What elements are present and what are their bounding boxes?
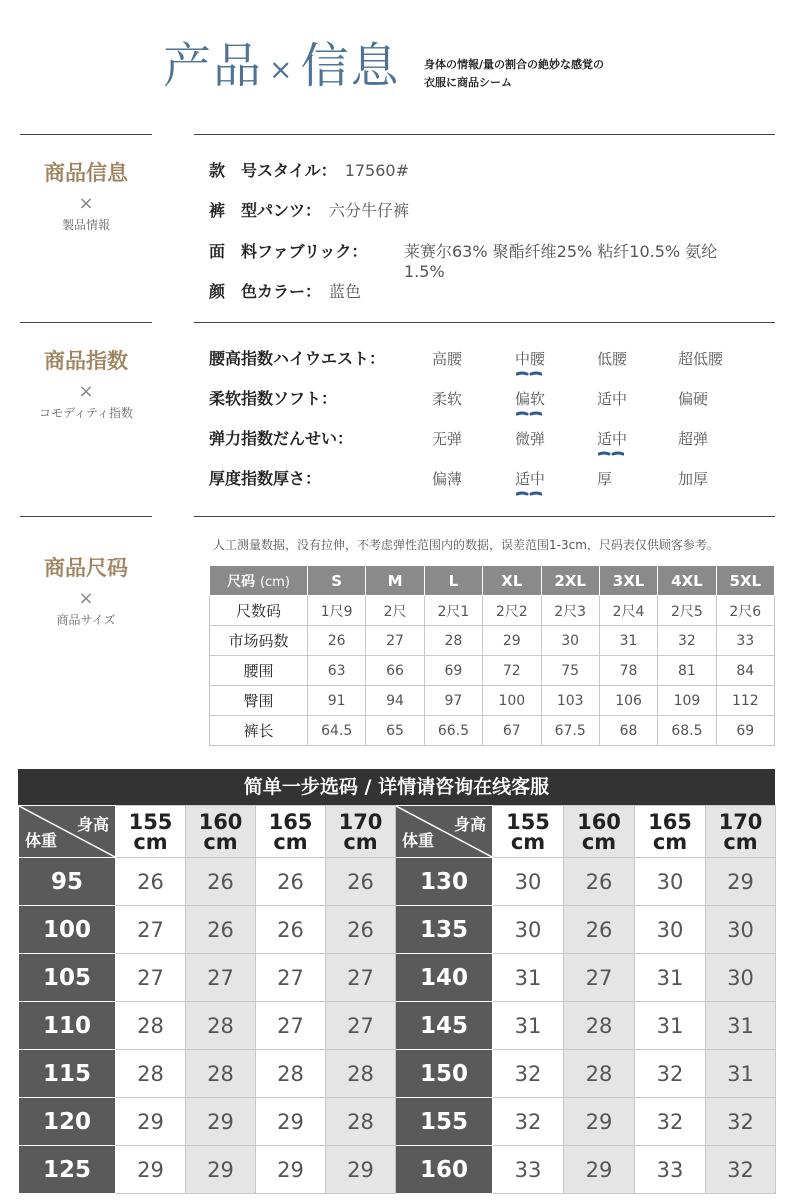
size-cell: 2尺 [366,596,424,626]
index-row [209,388,769,428]
title-cross: × [269,52,295,86]
divider [20,516,152,517]
selected-mark-icon [516,411,542,417]
divider [194,516,775,517]
grid-size-cell: 26 [564,858,635,906]
grid-height-header [116,806,186,858]
grid-size-cell: 29 [706,858,776,906]
corner-height-label: 身高 [76,815,109,834]
size-table-row [210,626,775,656]
height-unit: cm [203,829,238,854]
grid-size-cell: 28 [186,1002,256,1050]
section-cross: × [78,588,94,609]
size-column-header: 5XL [716,566,774,596]
index-option: 超弹 [678,430,709,448]
section-label-index [20,346,152,422]
grid-size-cell: 29 [116,1098,186,1146]
grid-weight-cell: 100 [19,906,116,954]
info-style-row [209,160,409,182]
index-option: 适中 [515,470,546,488]
grid-size-cell: 29 [564,1146,635,1194]
section-label-size [20,553,152,629]
size-cell: 112 [716,686,774,716]
index-option: 无弹 [432,430,463,448]
index-label: 腰高指数ハイウエスト： [209,349,386,368]
section-title: 商品信息 [44,161,128,185]
size-row-label: 裤长 [210,716,308,746]
grid-size-cell: 26 [256,858,326,906]
grid-row [19,1098,776,1146]
size-cell: 68.5 [658,716,716,746]
height-number: 165 [648,809,692,834]
grid-size-cell: 27 [326,1002,396,1050]
grid-body [19,806,776,1194]
info-label: 颜 色カラー： [209,282,322,301]
grid-weight-cell: 130 [396,858,493,906]
grid-size-cell: 32 [635,1050,706,1098]
grid-size-cell: 26 [186,858,256,906]
index-label: 弹力指数だんせい： [209,429,354,448]
grid-height-header [635,806,706,858]
index-option: 低腰 [597,350,628,368]
index-option: 偏软 [515,390,546,408]
height-unit: cm [510,829,546,854]
index-label: 柔软指数ソフト： [209,389,338,408]
grid-size-cell: 30 [706,954,776,1002]
grid-corner-cell [19,806,116,858]
grid-size-cell: 31 [635,1002,706,1050]
size-cell: 67 [483,716,541,746]
grid-height-header [326,806,396,858]
size-cell: 65 [366,716,424,746]
grid-size-cell: 33 [493,1146,564,1194]
size-cell: 109 [658,686,716,716]
height-unit: cm [133,829,168,854]
size-cell: 2尺5 [658,596,716,626]
size-cell: 2尺3 [541,596,599,626]
height-number: 170 [718,809,763,834]
size-table-row [210,656,775,686]
size-cell: 26 [308,626,366,656]
index-option: 厚 [597,470,613,488]
size-cell: 2尺6 [716,596,774,626]
info-color-row [209,281,361,303]
size-column-header: 4XL [658,566,716,596]
grid-size-cell: 26 [116,858,186,906]
size-row-label: 市场码数 [210,626,308,656]
grid-size-cell: 28 [256,1050,326,1098]
size-note: 人工测量数据，没有拉伸，不考虑弹性范围内的数据，误差范围1-3cm，尺码表仅供顾客参考。 [213,538,719,552]
index-option: 柔软 [432,390,463,408]
grid-size-cell: 28 [186,1050,256,1098]
index-label: 厚度指数厚さ： [209,469,322,488]
grid-weight-cell: 115 [19,1050,116,1098]
size-table-row [210,596,775,626]
size-cell: 67.5 [541,716,599,746]
grid-size-cell: 29 [564,1098,635,1146]
subtitle-line-2: 衣服に商品シーム [424,76,512,89]
index-option: 超低腰 [678,350,724,368]
grid-size-cell: 29 [256,1146,326,1194]
grid-size-cell: 27 [256,954,326,1002]
height-number: 170 [338,809,383,834]
selected-mark-icon [598,451,624,457]
size-cell: 29 [483,626,541,656]
index-row [209,468,769,508]
size-column-header: M [366,566,424,596]
grid-size-cell: 31 [493,1002,564,1050]
grid-header-row [19,806,776,858]
size-cell: 94 [366,686,424,716]
grid-height-header [564,806,635,858]
size-row-label: 臀围 [210,686,308,716]
grid-size-cell: 27 [116,906,186,954]
size-cell: 100 [483,686,541,716]
size-column-header: 3XL [599,566,657,596]
grid-size-cell: 27 [186,954,256,1002]
selected-mark-icon [516,371,542,377]
divider [194,322,775,323]
info-label: 裤 型パンツ： [209,201,322,220]
size-cell: 2尺4 [599,596,657,626]
grid-size-cell: 31 [706,1050,776,1098]
title-left: 产品 [163,38,264,94]
grid-size-cell: 30 [706,906,776,954]
grid-weight-cell: 125 [19,1146,116,1194]
index-option: 偏硬 [678,390,709,408]
size-cell: 66.5 [424,716,482,746]
grid-size-cell: 29 [186,1146,256,1194]
grid-size-cell: 32 [635,1098,706,1146]
info-fabric-value: 莱赛尔63% 聚酯纤维25% 粘纤10.5% 氨纶1.5% [404,242,718,281]
size-cell: 31 [599,626,657,656]
info-value: 蓝色 [329,282,362,301]
size-cell: 64.5 [308,716,366,746]
grid-size-cell: 28 [326,1098,396,1146]
grid-row [19,906,776,954]
size-table-row [210,686,775,716]
grid-size-cell: 32 [493,1098,564,1146]
size-cell: 72 [483,656,541,686]
grid-size-cell: 32 [493,1050,564,1098]
size-cell: 32 [658,626,716,656]
grid-height-header [186,806,256,858]
section-title: 商品指数 [44,349,128,373]
grid-row [19,1050,776,1098]
section-label-info [20,158,152,234]
grid-row [19,1146,776,1194]
grid-size-cell: 28 [116,1050,186,1098]
info-value: 17560# [344,161,409,180]
info-label: 面 料ファブリック： [209,242,368,261]
grid-size-cell: 29 [116,1146,186,1194]
grid-size-cell: 27 [564,954,635,1002]
index-option: 适中 [597,390,628,408]
index-option: 微弹 [515,430,546,448]
section-subtitle: 製品情報 [61,218,110,232]
grid-size-cell: 26 [564,906,635,954]
height-number: 165 [268,809,313,834]
grid-weight-cell: 145 [396,1002,493,1050]
grid-height-header [256,806,326,858]
grid-size-cell: 30 [493,858,564,906]
index-option: 偏薄 [432,470,463,488]
height-number: 155 [128,809,173,834]
size-cell: 91 [308,686,366,716]
size-column-header: 2XL [541,566,599,596]
size-row-label: 腰围 [210,656,308,686]
section-subtitle: コモディティ指数 [38,406,134,420]
size-lookup-grid [18,805,776,1194]
size-cell: 66 [366,656,424,686]
section-cross: × [78,381,94,402]
grid-row [19,954,776,1002]
size-cell: 30 [541,626,599,656]
grid-height-header [493,806,564,858]
size-header-label [210,566,308,596]
size-cell: 103 [541,686,599,716]
grid-weight-cell: 105 [19,954,116,1002]
size-table [209,565,775,746]
height-unit: cm [581,829,617,854]
corner-weight-label: 体重 [25,831,58,850]
index-option: 中腰 [515,350,546,368]
grid-weight-cell: 135 [396,906,493,954]
size-table-header [210,566,775,596]
size-cell: 2尺1 [424,596,482,626]
index-row [209,348,769,388]
grid-size-cell: 31 [493,954,564,1002]
size-table-row [210,716,775,746]
grid-size-cell: 30 [635,858,706,906]
index-row [209,428,769,468]
grid-weight-cell: 140 [396,954,493,1002]
height-number: 160 [577,809,621,834]
height-unit: cm [343,829,378,854]
grid-size-cell: 32 [706,1098,776,1146]
grid-size-cell: 28 [564,1050,635,1098]
index-option: 加厚 [678,470,709,488]
grid-corner-cell [396,806,493,858]
size-row-label: 尺数码 [210,596,308,626]
grid-size-cell: 27 [326,954,396,1002]
corner-height-label: 身高 [453,815,486,834]
size-column-header: L [424,566,482,596]
page-subtitle [424,56,604,92]
grid-size-cell: 29 [186,1098,256,1146]
info-value: 六分牛仔裤 [329,201,410,220]
grid-size-cell: 26 [326,906,396,954]
info-fabric-row [209,241,367,263]
title-right: 信息 [300,38,401,94]
size-header-unit: (cm) [259,574,290,590]
section-cross: × [78,193,94,214]
divider [20,134,152,135]
size-cell: 106 [599,686,657,716]
size-cell: 78 [599,656,657,686]
info-label: 款 号スタイル： [209,161,337,180]
info-type-row [209,200,409,222]
height-unit: cm [652,829,688,854]
height-number: 155 [506,809,550,834]
grid-size-cell: 31 [706,1002,776,1050]
grid-height-header [706,806,776,858]
grid-weight-cell: 110 [19,1002,116,1050]
grid-size-cell: 30 [635,906,706,954]
size-cell: 81 [658,656,716,686]
grid-weight-cell: 95 [19,858,116,906]
grid-size-cell: 33 [635,1146,706,1194]
size-column-header: XL [483,566,541,596]
corner-weight-label: 体重 [402,831,435,850]
index-option: 高腰 [432,350,463,368]
size-table-body [210,596,775,746]
size-cell: 27 [366,626,424,656]
divider [194,134,775,135]
size-cell: 1尺9 [308,596,366,626]
size-cell: 33 [716,626,774,656]
height-unit: cm [273,829,308,854]
selected-mark-icon [516,491,542,497]
grid-size-cell: 29 [326,1146,396,1194]
grid-size-cell: 28 [116,1002,186,1050]
divider [20,322,152,323]
grid-size-cell: 28 [326,1050,396,1098]
size-cell: 84 [716,656,774,686]
grid-size-cell: 28 [564,1002,635,1050]
grid-weight-cell: 155 [396,1098,493,1146]
grid-size-cell: 31 [635,954,706,1002]
page-header [0,0,790,110]
grid-size-cell: 26 [256,906,326,954]
grid-size-cell: 27 [116,954,186,1002]
grid-size-cell: 32 [706,1146,776,1194]
grid-size-cell: 27 [256,1002,326,1050]
height-number: 160 [198,809,243,834]
grid-row [19,858,776,906]
size-header-text: 尺码 [227,573,256,590]
grid-banner: 简单一步选码 / 详情请咨询在线客服 [18,769,775,805]
subtitle-line-1: 身体の情報/量の割合の絶妙な感覚の [424,58,605,71]
page-title [163,34,401,102]
grid-weight-cell: 150 [396,1050,493,1098]
size-cell: 28 [424,626,482,656]
size-column-header: S [308,566,366,596]
grid-size-cell: 26 [326,858,396,906]
grid-size-cell: 30 [493,906,564,954]
size-cell: 97 [424,686,482,716]
grid-weight-cell: 160 [396,1146,493,1194]
size-cell: 63 [308,656,366,686]
size-cell: 75 [541,656,599,686]
grid-weight-cell: 120 [19,1098,116,1146]
size-cell: 69 [424,656,482,686]
height-unit: cm [723,829,758,854]
size-cell: 69 [716,716,774,746]
grid-size-cell: 29 [256,1098,326,1146]
grid-size-cell: 26 [186,906,256,954]
section-title: 商品尺码 [44,556,128,580]
size-cell: 2尺2 [483,596,541,626]
index-option: 适中 [597,430,628,448]
size-cell: 68 [599,716,657,746]
section-subtitle: 商品サイズ [56,613,116,627]
grid-row [19,1002,776,1050]
